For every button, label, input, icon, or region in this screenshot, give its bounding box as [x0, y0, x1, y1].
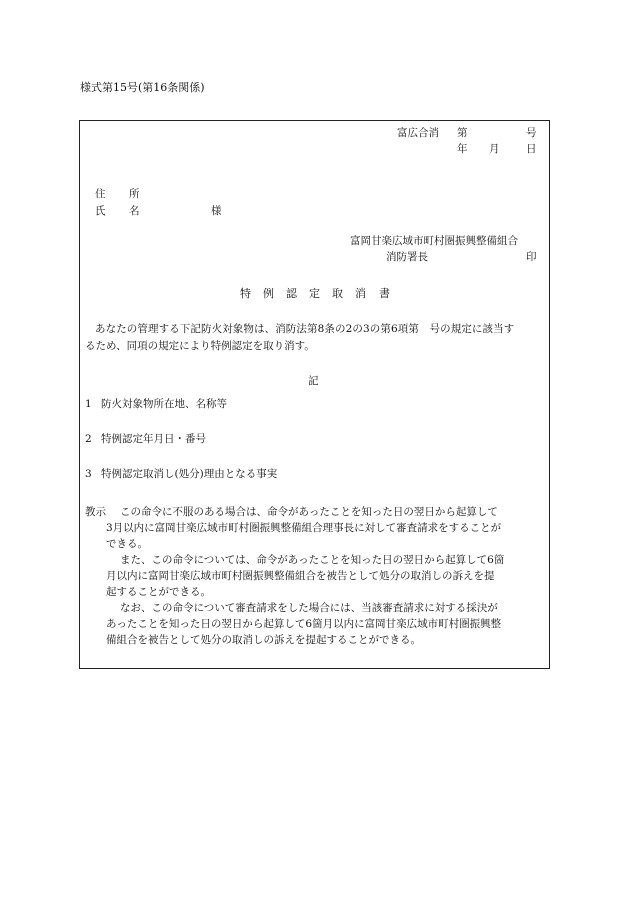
- notice-label: 教示: [85, 506, 106, 518]
- doc-number-dai: 第: [457, 127, 468, 139]
- item-2-text: 特例認定年月日・番号: [101, 433, 206, 445]
- notice-line-7: なお、この命令について審査請求をした場合には、当該審査請求に対する採決が: [120, 602, 498, 614]
- notice-line-4: また、この命令については、命令があったことを知った日の翌日から起算して6箇: [120, 554, 505, 566]
- notice-line-1: この命令に不服のある場合は、命令があったことを知った日の翌日から起算して: [120, 506, 498, 518]
- title-char-2: 例: [263, 287, 274, 300]
- doc-date-year: 年: [457, 143, 468, 155]
- name-label-2: 名: [129, 205, 140, 217]
- title-char-3: 認: [286, 287, 297, 300]
- item-1-number: 1: [85, 398, 92, 410]
- item-3-number: 3: [85, 468, 92, 480]
- notice-line-3: できる。: [106, 538, 148, 550]
- item-1-text: 防火対象物所在地、名称等: [101, 398, 227, 410]
- doc-number-prefix: 富広合消: [397, 127, 439, 139]
- title-char-6: 消: [355, 287, 366, 300]
- honorific: 様: [211, 205, 222, 217]
- address-label-1: 住: [95, 188, 106, 200]
- notice-line-8: あったことを知った日の翌日から起算して6箇月以内に富岡甘楽広域市町村圏振興整: [106, 618, 502, 630]
- name-label-1: 氏: [95, 205, 106, 217]
- notice-line-2: 3月以内に富岡甘楽広域市町村圏振興整備組合理事長に対して審査請求をすることが: [106, 522, 502, 534]
- ki-heading: 記: [308, 375, 319, 387]
- title-char-4: 定: [309, 287, 320, 300]
- issuer-title: 消防署長: [386, 251, 428, 263]
- issuer-org: 富岡甘楽広域市町村圏振興整備組合: [350, 235, 518, 247]
- item-2-number: 2: [85, 433, 92, 445]
- body-line-2: るため、同項の規定により特例認定を取り消す。: [85, 340, 315, 352]
- title-char-5: 取: [332, 287, 343, 300]
- title-char-7: 書: [379, 287, 390, 300]
- doc-date-day: 日: [526, 143, 537, 155]
- title-char-1: 特: [240, 287, 251, 300]
- notice-line-9: 備組合を被告として処分の取消しの訴えを提起することができる。: [106, 634, 421, 646]
- doc-number-go: 号: [526, 127, 537, 139]
- issuer-seal: 印: [526, 251, 537, 263]
- doc-date-month: 月: [489, 143, 500, 155]
- notice-line-6: 起することができる。: [106, 586, 211, 598]
- item-3-text: 特例認定取消し(処分)理由となる事実: [101, 468, 278, 480]
- form-label: 様式第15号(第16条関係): [80, 81, 205, 94]
- notice-line-5: 月以内に富岡甘楽広域市町村圏振興整備組合を被告として処分の取消しの訴えを提: [106, 570, 495, 582]
- body-line-1: あなたの管理する下記防火対象物は、消防法第8条の2の3の第6項第 号の規定に該当す: [95, 323, 515, 335]
- address-label-2: 所: [129, 188, 140, 200]
